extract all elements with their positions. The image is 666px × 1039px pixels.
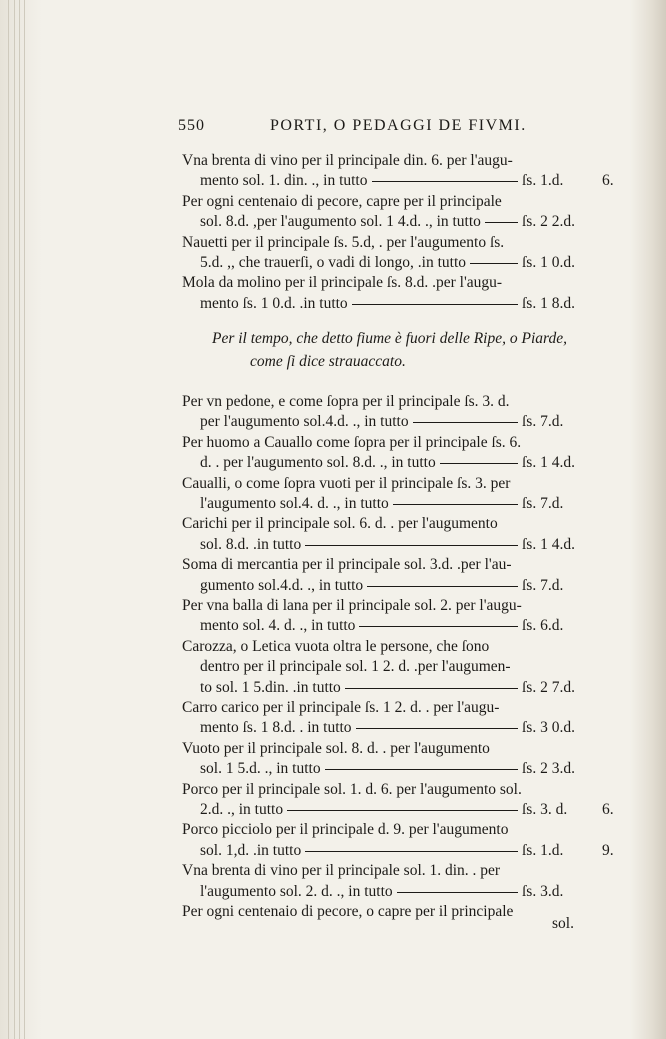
leader-dash bbox=[359, 626, 518, 627]
page-stack-line bbox=[14, 0, 15, 1039]
tariff-line-text: sol. 8.d. .in tutto bbox=[200, 535, 302, 553]
tariff-line-text: Mola da molino per il principale ſs. 8.d. .per l'augu- bbox=[182, 274, 503, 292]
tariff-line bbox=[200, 252, 592, 273]
tariff-line bbox=[182, 191, 592, 212]
tariff-amount: ſs. 1.d. bbox=[522, 172, 564, 190]
tariff-line-text: per l'augumento sol.4.d. ., in tutto bbox=[200, 413, 409, 431]
leader-dash bbox=[393, 504, 518, 505]
tariff-amount-extra: 6. bbox=[602, 172, 614, 190]
tariff-line bbox=[182, 391, 592, 412]
tariff-line bbox=[200, 717, 592, 738]
tariff-line-text: sol. 1 5.d. ., in tutto bbox=[200, 760, 321, 778]
binding-shadow bbox=[630, 0, 666, 1039]
tariff-line-text: mento sol. 4. d. ., in tutto bbox=[200, 617, 356, 635]
tariff-line bbox=[200, 211, 592, 232]
tariff-line bbox=[200, 452, 592, 473]
tariff-amount: ſs. 1 4.d. bbox=[522, 454, 575, 472]
tariff-line-text: Carozza, o Letica vuota oltra le persone, che ſono bbox=[182, 637, 490, 655]
leader-dash bbox=[287, 810, 518, 811]
tariff-line bbox=[200, 615, 592, 636]
tariff-line-text: Vuoto per il principale sol. 8. d. . per l'augumento bbox=[182, 739, 490, 757]
section-subheading-line-2: come ſi dice strauaccato. bbox=[250, 353, 406, 370]
tariff-line-text: Per huomo a Cauallo come ſopra per il principale ſs. 6. bbox=[182, 433, 522, 451]
tariff-line-text: l'augumento sol. 2. d. ., in tutto bbox=[200, 882, 393, 900]
tariff-line-text: Carichi per il principale sol. 6. d. . per l'augumento bbox=[182, 515, 498, 533]
tariff-line bbox=[200, 534, 592, 555]
tariff-line bbox=[182, 738, 592, 759]
tariff-amount: ſs. 7.d. bbox=[522, 495, 564, 512]
tariff-amount: ſs. 2 3.d. bbox=[522, 760, 575, 778]
tariff-line-text: Per vna balla di lana per il principale sol. 2. per l'augu- bbox=[182, 597, 522, 614]
tariff-line-text: Carro carico per il principale ſs. 1 2. d. . per l'augu- bbox=[182, 699, 500, 716]
tariff-line-text: sol. 8.d. ,per l'augumento sol. 1 4.d. ., in tutto bbox=[200, 213, 481, 231]
tariff-amount: ſs. 3.d. bbox=[522, 882, 564, 900]
tariff-line bbox=[200, 881, 592, 902]
tariff-amount: ſs. 2 2.d. bbox=[522, 213, 575, 231]
tariff-line bbox=[200, 411, 592, 432]
tariff-line-text: Porco picciolo per il principale d. 9. per l'augumento bbox=[182, 821, 509, 839]
tariff-line bbox=[182, 636, 592, 657]
tariff-line bbox=[200, 575, 592, 596]
page-edge-shadow bbox=[0, 0, 42, 1039]
tariff-line bbox=[200, 677, 592, 698]
leader-dash bbox=[356, 728, 518, 729]
leader-dash bbox=[305, 545, 518, 546]
tariff-line bbox=[182, 513, 592, 534]
tariff-line-text: Soma di mercantia per il principale sol. 3.d. .per l'au- bbox=[182, 556, 512, 574]
tariff-line bbox=[200, 656, 592, 677]
page-stack-line bbox=[8, 0, 9, 1039]
tariff-line-text: 2.d. ., in tutto bbox=[200, 801, 284, 818]
tariff-line-text: to sol. 1 5.din. .in tutto bbox=[200, 678, 341, 696]
leader-dash bbox=[485, 222, 518, 223]
tariff-line bbox=[200, 799, 614, 820]
running-title: PORTI, O PEDAGGI DE FIVMI. bbox=[270, 117, 527, 134]
tariff-amount: ſs. 2 7.d. bbox=[522, 678, 575, 696]
tariff-line bbox=[182, 150, 592, 171]
tariff-line bbox=[182, 473, 592, 494]
tariff-line bbox=[182, 272, 592, 293]
leader-dash bbox=[470, 263, 518, 264]
tariff-line-text: Vna brenta di vino per il principale din. 6. per l'augu- bbox=[182, 152, 513, 169]
tariff-amount: ſs. 7.d. bbox=[522, 576, 564, 594]
tariff-line bbox=[182, 819, 592, 840]
leader-dash bbox=[413, 422, 518, 423]
tariff-line-text: Vna brenta di vino per il principale sol. 1. din. . per bbox=[182, 862, 501, 880]
tariff-line-text: mento ſs. 1 0.d. .in tutto bbox=[200, 294, 348, 312]
leader-dash bbox=[345, 688, 518, 689]
tariff-line bbox=[182, 554, 592, 575]
leader-dash bbox=[305, 851, 518, 852]
leader-dash bbox=[367, 586, 518, 587]
page-header bbox=[178, 117, 548, 139]
leader-dash bbox=[325, 769, 518, 770]
tariff-amount: ſs. 1 4.d. bbox=[522, 535, 575, 553]
tariff-line bbox=[182, 595, 592, 616]
leader-dash bbox=[352, 304, 518, 305]
leader-dash bbox=[372, 181, 518, 182]
tariff-line-text: dentro per il principale sol. 1 2. d. .per l'augumen- bbox=[200, 658, 511, 676]
tariff-line bbox=[200, 170, 614, 191]
tariff-line bbox=[182, 901, 592, 922]
tariff-line-text: Per vn pedone, e come ſopra per il principale ſs. 3. d. bbox=[182, 393, 510, 410]
tariff-line-text: mento ſs. 1 8.d. . in tutto bbox=[200, 719, 352, 737]
tariff-line bbox=[182, 697, 592, 718]
tariff-line-text: sol. 1,d. .in tutto bbox=[200, 841, 302, 859]
tariff-line bbox=[200, 758, 592, 779]
tariff-line-text: Per ogni centenaio di pecore, o capre per il principale bbox=[182, 903, 514, 920]
tariff-line-text: d. . per l'augumento sol. 8.d. ., in tutto bbox=[200, 454, 436, 472]
tariff-line-text: l'augumento sol.4. d. ., in tutto bbox=[200, 495, 389, 512]
tariff-line bbox=[182, 232, 592, 253]
tariff-amount-extra: 9. bbox=[602, 841, 614, 859]
tariff-amount: ſs. 3 0.d. bbox=[522, 719, 575, 737]
tariff-line-text: Per ogni centenaio di pecore, capre per il principale bbox=[182, 192, 502, 210]
page-stack-line bbox=[24, 0, 25, 1039]
page-stack-line bbox=[19, 0, 20, 1039]
section-subheading-line-1: Per il tempo, che detto fiume è fuori delle Ripe, o Piarde, bbox=[212, 330, 567, 347]
tariff-line-text: Nauetti per il principale ſs. 5.d, . per l'augumento ſs. bbox=[182, 233, 505, 251]
tariff-amount: ſs. 7.d. bbox=[522, 413, 564, 431]
tariff-line bbox=[200, 293, 592, 314]
tariff-line bbox=[182, 779, 592, 800]
tariff-amount: ſs. 3. d. bbox=[522, 801, 568, 818]
tariff-line-text: Caualli, o come ſopra vuoti per il principale ſs. 3. per bbox=[182, 474, 511, 492]
tariff-amount: ſs. 1.d. bbox=[522, 841, 564, 859]
catchword: sol. bbox=[552, 915, 574, 932]
leader-dash bbox=[397, 892, 518, 893]
tariff-amount: ſs. 6.d. bbox=[522, 617, 564, 635]
tariff-line-text: gumento sol.4.d. ., in tutto bbox=[200, 576, 364, 594]
tariff-line bbox=[200, 840, 614, 861]
tariff-amount-extra: 6. bbox=[602, 801, 614, 818]
tariff-line bbox=[182, 860, 592, 881]
tariff-line-text: mento sol. 1. din. ., in tutto bbox=[200, 172, 368, 190]
page-number: 550 bbox=[178, 117, 205, 134]
tariff-amount: ſs. 1 8.d. bbox=[522, 294, 575, 312]
tariff-amount: ſs. 1 0.d. bbox=[522, 254, 575, 271]
leader-dash bbox=[440, 463, 518, 464]
tariff-line bbox=[182, 432, 592, 453]
tariff-line-text: 5.d. ,, che trauerſi, o vadi di longo, .in tutto bbox=[200, 254, 467, 271]
tariff-line bbox=[200, 493, 592, 514]
tariff-line-text: Porco per il principale sol. 1. d. 6. per l'augumento sol. bbox=[182, 780, 522, 798]
